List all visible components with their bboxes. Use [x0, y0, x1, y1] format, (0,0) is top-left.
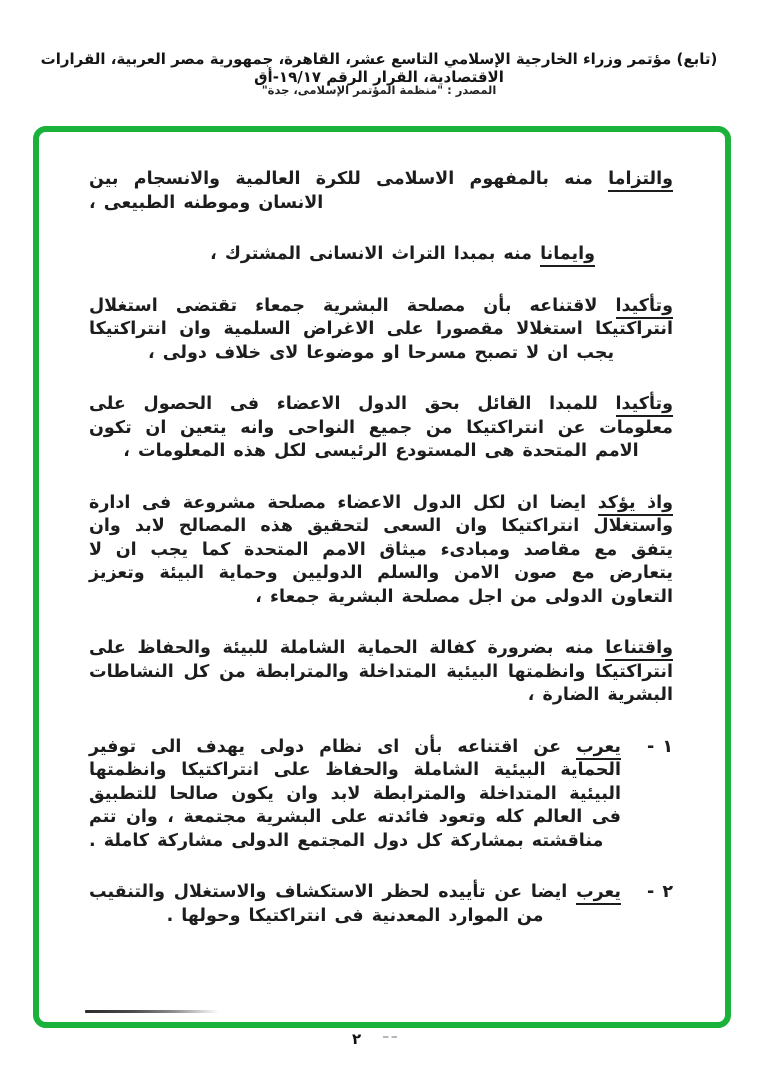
paragraph-text: منه بالمفهوم الاسلامى للكرة العالمية والانسجام بين الانسان وموطنه الطبيعى ، [89, 169, 609, 213]
preamble-paragraph-2 [89, 243, 673, 267]
item-text [89, 881, 621, 928]
paragraph-lead-word: وتأكيدا [616, 296, 673, 319]
document-body [39, 132, 725, 1022]
paragraph-text: ايضا ان لكل الدول الاعضاء مصلحة مشروعة فى ادارة واستغلال انتراكتيكا وان السعى لتحقيق هذه المصالح لابد وان يتفق مع مقاصد ومبادىء ميثاق الامم المتحدة كما يجب ان لا يتعارض مع صون الامن والسلم الدوليين وحماية البيئة وتعزيز التعاون الدولى من اجل مصلحة البشرية جمعاء ، [89, 492, 673, 607]
preamble-paragraph-3 [89, 295, 673, 366]
preamble-paragraph-1 [89, 168, 673, 215]
preamble-paragraph-6 [89, 637, 673, 708]
preamble-paragraph-4 [89, 393, 673, 464]
page-number: ٢ [352, 1030, 362, 1048]
paragraph-text: لاقتناعه بأن مصلحة البشرية جمعاء تقتضى استغلال انتراكتيكا استغلالا مقصورا على الاغراض السلمية وان انتراكتيكا يجب ان لا تصبح مسرحا او موضوعا لاى خلاف دولى ، [89, 295, 673, 363]
item-body-text: ايضا عن تأييده لحظر الاستكشاف والاستغلال والتنقيب من الموارد المعدنية فى انتراكتيكا وحولها . [89, 882, 577, 926]
document-source-line: المصدر : "منظمة المؤتمر الإسلامى، جدة" [261, 83, 497, 97]
item-lead-word: يعرب [576, 737, 621, 760]
paragraph-lead-word: والتزاما [608, 169, 673, 192]
green-highlight-frame [33, 126, 731, 1028]
scan-artifact-line [85, 1010, 219, 1013]
paragraph-text: للمبدا القائل بحق الدول الاعضاء فى الحصول على معلومات عن انتراكتيكا من جميع النواحى وانه يتعين ان تكون الامم المتحدة هى المستودع الرئيسى لكل هذه المعلومات ، [89, 394, 673, 461]
paragraph-lead-word: واقتناعا [605, 638, 673, 661]
item-body-text: عن اقتناعه بأن اى نظام دولى يهدف الى توفير الحماية البيئية الشاملة والحفاظ على انتراكتيكا وانظمتها البيئية المتداخلة والمترابطة لابد وان يكون صالحا للتطبيق فى العالم كله وتعود فائدته على البشرية مجتمعة ، وان تتم مناقشته بمشاركة كل دول المجتمع الدولى مشاركة كاملة . [89, 736, 621, 851]
paragraph-lead-word: وايمانا [540, 244, 595, 267]
item-text [89, 736, 621, 854]
resolution-item-2 [89, 881, 673, 928]
item-number: ١ - [646, 736, 673, 757]
paragraph-lead-word: وتأكيدا [616, 394, 673, 417]
resolution-item-1 [89, 736, 673, 854]
item-number: ٢ - [646, 882, 673, 902]
document-header-line: (تابع) مؤتمر وزراء الخارجية الإسلامي التاسع عشر، القاهرة، جمهورية مصر العربية، القرارات الاقتصادية، القرار الرقم ١٩/١٧-أق [40, 50, 718, 86]
paragraph-text: منه بضرورة كفالة الحماية الشاملة للبيئة والحفاظ على انتراكتيكا وانظمتها البيئية المتداخلة والمترابطة من كل النشاطات البشرية الضارة ، [89, 638, 673, 705]
paragraph-lead-word: واذ يؤكد [598, 493, 673, 516]
paragraph-text: منه بمبدا التراث الانسانى المشترك ، [210, 244, 541, 264]
item-lead-word: يعرب [576, 882, 621, 905]
scan-artifact-marks [383, 1036, 397, 1038]
preamble-paragraph-5 [89, 492, 673, 610]
